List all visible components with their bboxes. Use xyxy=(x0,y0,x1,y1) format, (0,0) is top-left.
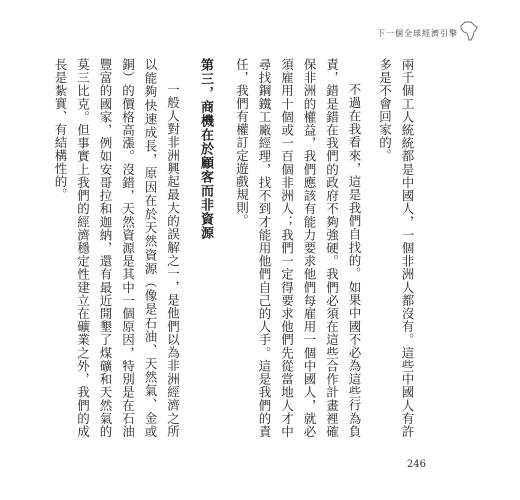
paragraph: 一般人對非洲興起最大的誤解之一，是他們以為非洲經濟之所以能夠快速成長，原因在於天然資源（像是石油、天然氣、金或銅）的價格高漲。沒錯，天然資源是其中一個原因，特別是在石油豐富的國家，例如安哥拉和迦納，還有最近開墾了煤礦和天然氣的莫三比克。但事實上我們的經濟穩定性建立在礦業之外，我們的成長是紮實、有結構性的。 xyxy=(53,58,181,438)
paragraph: 不過在我看來，這是我們自找的。如果中國不必為這些行為負責，錯是錯在我們的政府不夠強硬。我們必須在這些合作計畫裡確保非洲的權益，我們應該有能力要求他們每雇用一個中國人，就必須雇用十個或一百個非洲人；我們一定得要求他們先從當地人才中尋找鋼鐵工廠經理，找不到才能用他們自己的人手。這是我們的責任，我們有權訂定遊戲規則。 xyxy=(234,58,362,438)
africa-map-icon xyxy=(458,20,480,42)
paragraph: 兩千個工人統統都是中國人，一個非洲人都沒有。這些中國人有許多是不會回家的。 xyxy=(377,58,415,438)
section-heading: 第三，商機在於顧客而非資源 xyxy=(198,58,213,240)
page-number: 246 xyxy=(406,459,426,470)
vertical-body-text xyxy=(53,58,418,438)
running-header: 下一個全球經濟引擎 xyxy=(377,29,458,38)
